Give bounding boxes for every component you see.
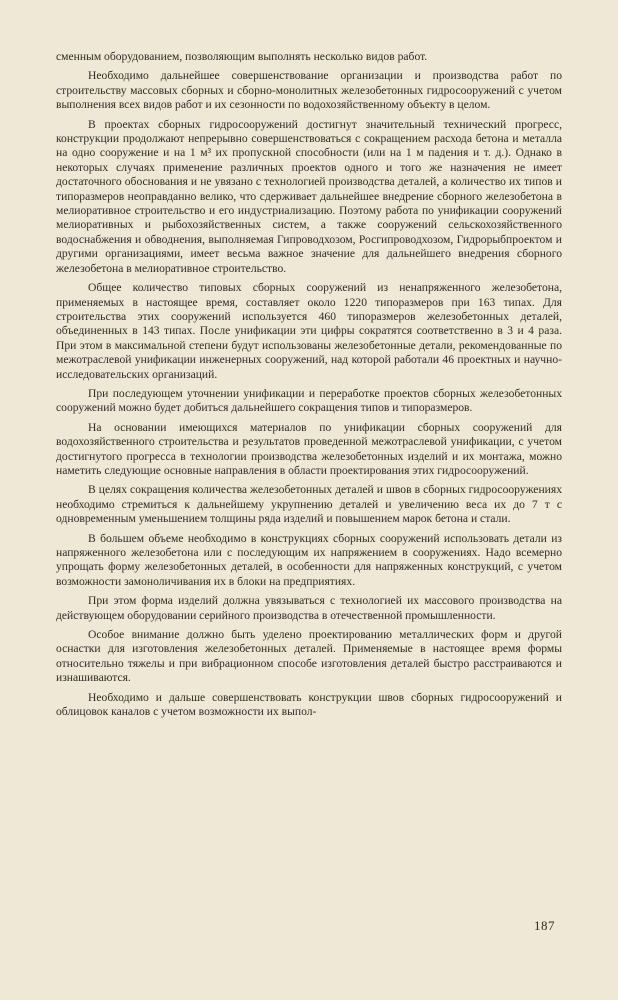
paragraph: При последующем уточнении унификации и переработке проектов сборных железобетонных сооружений можно будет добиться дальнейшего сокращения типов и типоразмеров.	[56, 386, 562, 415]
paragraph: Особое внимание должно быть уделено проектированию металлических форм и другой оснастки для изготовления железобетонных деталей. Применяемые в настоящее время формы относительно тяжелы и при вибрационном способе изготовления деталей быстро расстраиваются и изнашиваются.	[56, 628, 562, 685]
paragraph: На основании имеющихся материалов по унификации сборных сооружений для водохозяйственного строительства и результатов проведенной межотраслевой унификации, с учетом достигнутого прогресса в технологии производства железобетонных изделий и их монтажа, можно наметить следующие основные направления в области проектирования этих гидросооружений.	[56, 420, 562, 477]
paragraph: Общее количество типовых сборных сооружений из ненапряженного железобетона, применяемых в настоящее время, составляет около 1220 типоразмеров при 163 типах. Для строительства этих сооружений используется 460 типоразмеров железобетонных деталей, объединенных в 143 типах. После унификации эти цифры сократятся соответственно в 3 и 4 раза. При этом в максимальной степени будут использованы железобетонные детали, рекомендованные по межотраслевой унификации инженерных сооружений, над которой работали 46 проектных и научно-исследовательских организаций.	[56, 281, 562, 381]
paragraph: В целях сокращения количества железобетонных деталей и швов в сборных гидросооружениях необходимо стремиться к дальнейшему укрупнению деталей и увеличению веса их до 7 т с одновременным уменьшением толщины ряда изделий и повышением марок бетона и стали.	[56, 483, 562, 526]
paragraph: В большем объеме необходимо в конструкциях сборных сооружений использовать детали из напряженного железобетона или с последующим их напряжением в сооружениях. Надо всемерно упрощать форму железобетонных деталей, в особенности для напряженных конструкций, с учетом возможности замоноличивания их в блоки на предприятиях.	[56, 531, 562, 588]
paragraph: Необходимо дальнейшее совершенствование организации и производства работ по строительству массовых сборных и сборно-монолитных железобетонных гидросооружений с учетом выполнения всех видов работ и их сезонности по водохозяйственному объекту в целом.	[56, 69, 562, 112]
paragraph: сменным оборудованием, позволяющим выполнять несколько видов работ.	[56, 50, 428, 63]
body-text	[56, 50, 562, 724]
paragraph: Необходимо и дальше совершенствовать конструкции швов сборных гидросооружений и облицовок каналов с учетом возможности их выпол-	[56, 690, 562, 719]
paragraph: В проектах сборных гидросооружений достигнут значительный технический прогресс, конструкции продолжают непрерывно совершенствоваться с сокращением расхода бетона и металла на одно сооружение и на 1 м³ их пропускной способности (или на 1 м падения и т. д.). Однако в некоторых случаях применение различных проектов одного и того же назначения не имеет достаточного обоснования и не увязано с технологией производства деталей, а количество их типов и типоразмеров неоправданно велико, что сдерживает дальнейшее внедрение сборного железобетона в мелиоративное строительство и его индустриализацию. Поэтому работа по унификации сооружений мелиоративных и рыбохозяйственных систем, а также сооружений сельскохозяйственного водоснабжения и обводнения, выполняемая Гипроводхозом, Росгипроводхозом, Гидрорыбпроектом и другими организациями, имеет весьма важное значение для дальнейшего внедрения сборного железобетона в мелиоративное строительство.	[56, 117, 562, 275]
paragraph: При этом форма изделий должна увязываться с технологией их массового производства на действующем оборудовании серийного производства в отечественной промышленности.	[56, 594, 562, 622]
page-number: 187	[534, 918, 555, 933]
